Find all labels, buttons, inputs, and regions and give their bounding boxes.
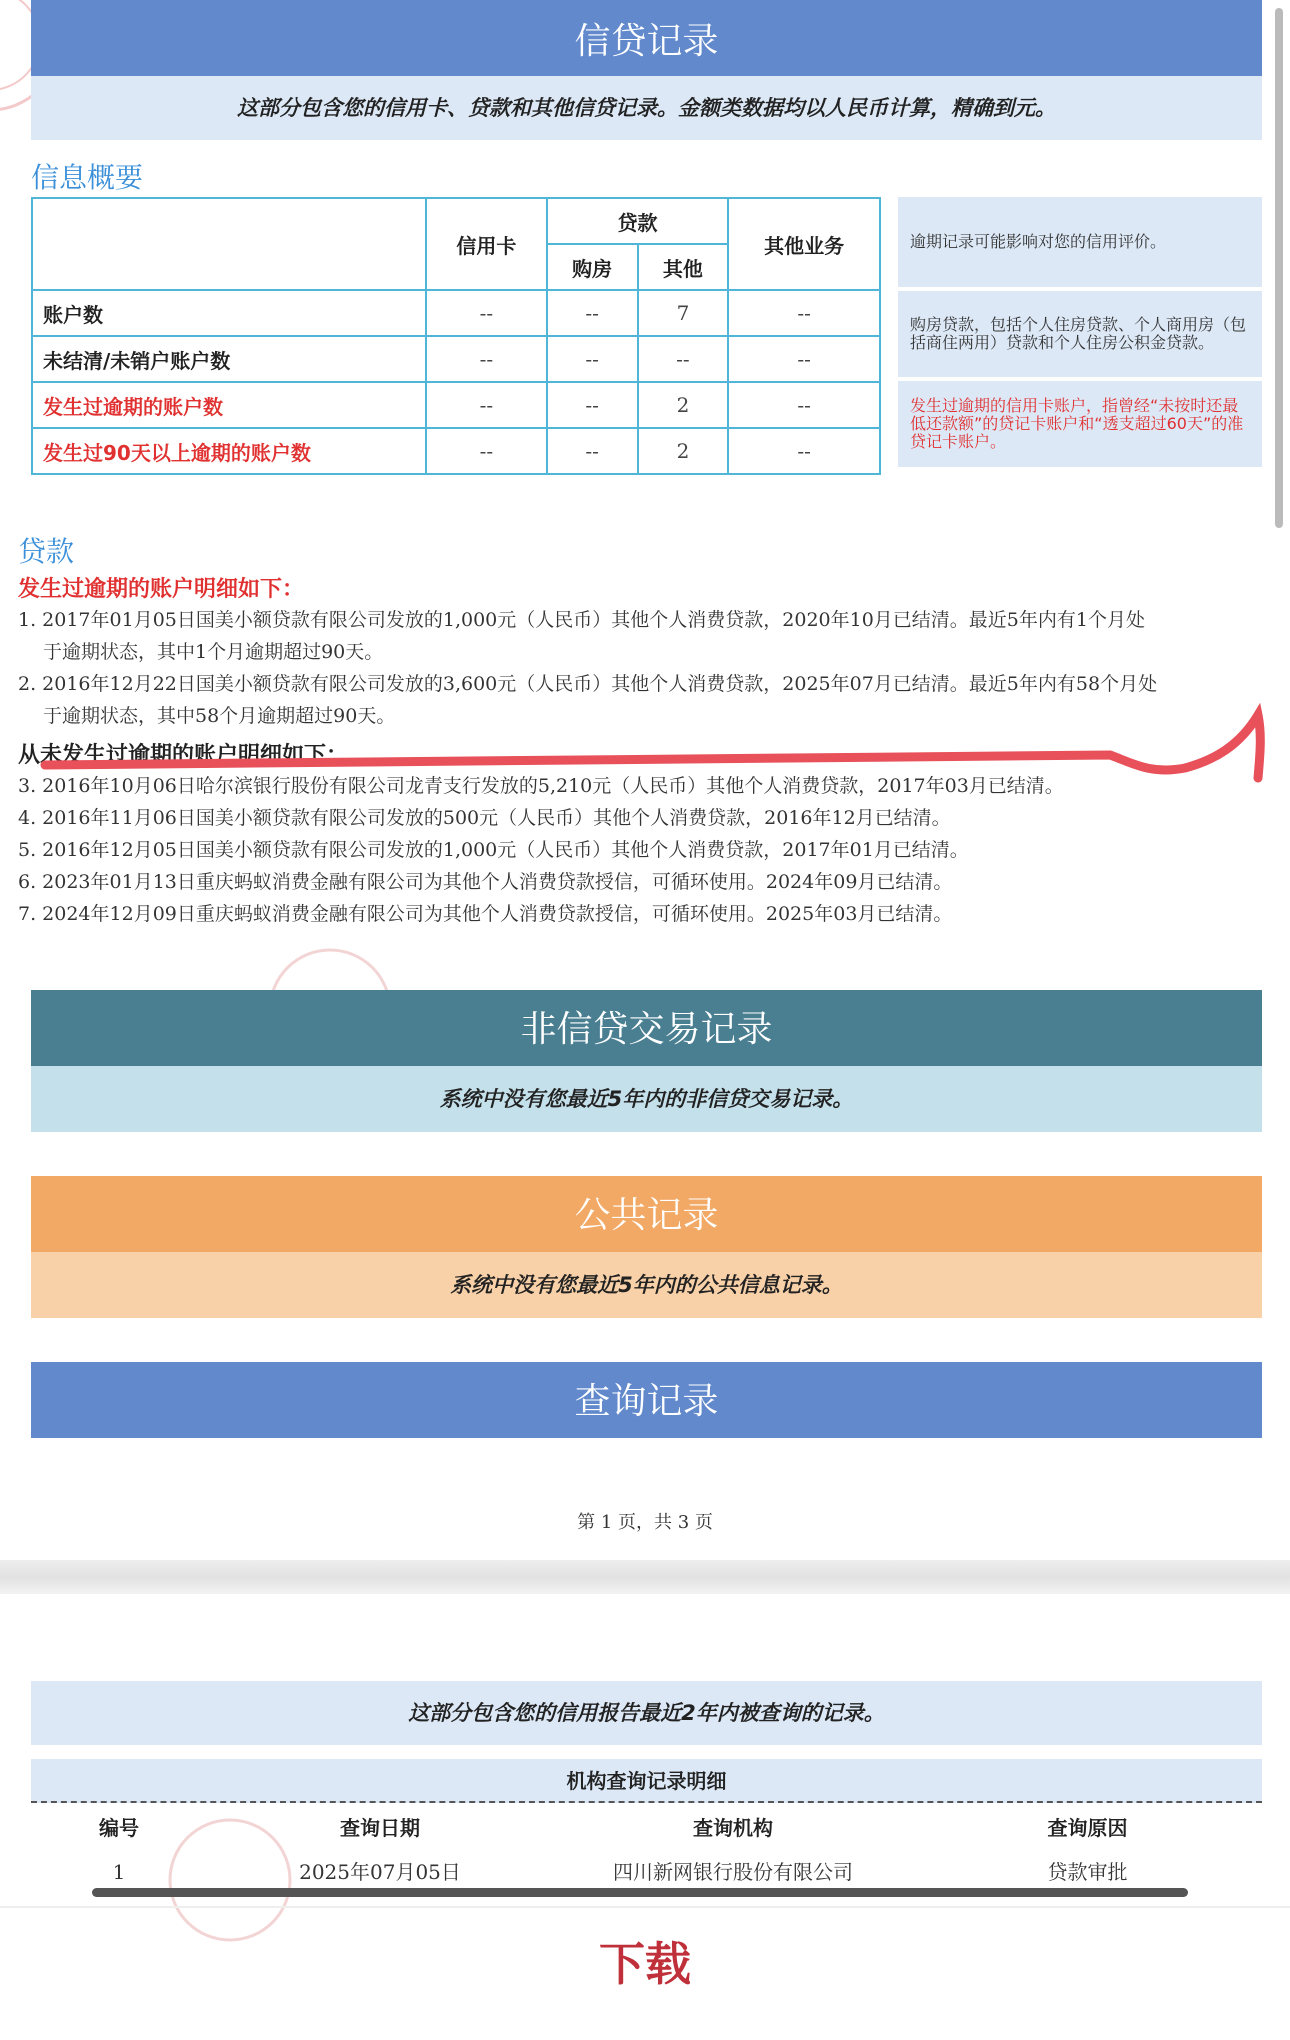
query-table-header (31, 1805, 1262, 1851)
non-credit-description (31, 1066, 1262, 1132)
table-row (32, 382, 880, 428)
normal-list (18, 770, 1268, 930)
table-row (31, 1851, 1262, 1893)
header-number: 编号 (99, 1816, 139, 1840)
credit-section-title: 信贷记录 (574, 21, 719, 62)
cell-value: -- (426, 336, 547, 382)
loans-title: 贷款 (18, 535, 75, 568)
public-records-banner (31, 1176, 1262, 1252)
cell-value: -- (426, 428, 547, 474)
list-item: 5. 2016年12月05日国美小额贷款有限公司发放的1,000元（人民币）其他个人消费贷款，2017年01月已结清。 (18, 839, 969, 861)
cell-value: 2 (638, 382, 729, 428)
list-item: 1. 2017年01月05日国美小额贷款有限公司发放的1,000元（人民币）其他个人消费贷款，2020年10月已结清。最近5年内有1个月处 (18, 609, 1145, 631)
credit-description-text: 这部分包含您的信用卡、贷款和其他信贷记录。金额类数据均以人民币计算，精确到元。 (237, 96, 1056, 120)
query-records-banner (31, 1362, 1262, 1438)
query-table-title (31, 1759, 1262, 1803)
summary-note-credit-card: 发生过逾期的信用卡账户，指曾经“未按时还最低还款额”的贷记卡账户和“透支超过60天”的准贷记卡账户。 (898, 381, 1262, 467)
header-query-institution: 查询机构 (693, 1816, 773, 1840)
credit-section-banner (31, 0, 1262, 76)
overdue-heading: 发生过逾期的账户明细如下： (18, 577, 305, 602)
cell-value: 贷款审批 (1047, 1860, 1128, 1884)
download-button[interactable]: 下载 (599, 1937, 691, 1991)
summary-table (31, 197, 881, 475)
list-item: 7. 2024年12月09日重庆蚂蚁消费金融有限公司为其他个人消费贷款授信，可循环使用。2025年03月已结清。 (18, 903, 953, 925)
cell-value: 1 (112, 1860, 126, 1884)
cell-value: 2025年07月05日 (299, 1860, 461, 1884)
table-row (32, 336, 880, 382)
cell-value: 7 (638, 290, 729, 336)
list-item: 6. 2023年01月13日重庆蚂蚁消费金融有限公司为其他个人消费贷款授信，可循环使用。2024年09月已结清。 (18, 871, 953, 893)
public-records-description (31, 1252, 1262, 1318)
header-housing: 购房 (547, 244, 638, 290)
cell-value: -- (728, 336, 880, 382)
header-other: 其他 (638, 244, 729, 290)
row-label: 账户数 (32, 290, 426, 336)
list-item: 4. 2016年11月06日国美小额贷款有限公司发放的500元（人民币）其他个人消费贷款，2016年12月已结清。 (18, 807, 951, 829)
vertical-scrollbar[interactable] (1275, 8, 1283, 528)
query-description (31, 1681, 1262, 1745)
header-query-date: 查询日期 (340, 1816, 420, 1840)
footer-divider (0, 1906, 1290, 1908)
cell-value: -- (638, 336, 729, 382)
table-row (32, 428, 880, 474)
row-label: 发生过90天以上逾期的账户数 (32, 428, 426, 474)
credit-section-description (31, 76, 1262, 140)
red-annotation-stroke-icon (0, 700, 1290, 790)
query-table (31, 1805, 1262, 1893)
non-credit-description-text: 系统中没有您最近5年内的非信贷交易记录。 (439, 1087, 854, 1111)
list-item: 2. 2016年12月22日国美小额贷款有限公司发放的3,600元（人民币）其他个人消费贷款，2025年07月已结清。最近5年内有58个月处 (18, 673, 1158, 695)
non-credit-banner (31, 990, 1262, 1066)
cell-value: -- (728, 290, 880, 336)
header-credit-card: 信用卡 (426, 198, 547, 290)
summary-header-blank (32, 198, 426, 290)
normal-heading: 从未发生过逾期的账户明细如下： (18, 743, 349, 768)
cell-value: -- (426, 382, 547, 428)
cell-value: -- (728, 428, 880, 474)
cell-value: -- (547, 290, 638, 336)
cell-value: 2 (638, 428, 729, 474)
table-row (32, 290, 880, 336)
row-label: 发生过逾期的账户数 (32, 382, 426, 428)
cell-value: -- (547, 382, 638, 428)
query-records-title: 查询记录 (574, 1381, 719, 1422)
list-item: 于逾期状态，其中58个月逾期超过90天。 (43, 705, 396, 727)
query-description-text: 这部分包含您的信用报告最近2年内被查询的记录。 (408, 1701, 885, 1725)
cell-value: -- (728, 382, 880, 428)
cell-value: 四川新网银行股份有限公司 (613, 1860, 853, 1884)
cell-value: -- (547, 336, 638, 382)
non-credit-title: 非信贷交易记录 (520, 1009, 773, 1050)
cell-value: -- (426, 290, 547, 336)
public-records-description-text: 系统中没有您最近5年内的公共信息记录。 (450, 1273, 843, 1297)
list-item: 于逾期状态，其中1个月逾期超过90天。 (43, 641, 384, 663)
query-table-title-text: 机构查询记录明细 (566, 1769, 727, 1793)
header-loan: 贷款 (547, 198, 729, 244)
horizontal-scrollbar[interactable] (92, 1888, 1188, 1897)
row-label: 未结清/未销户账户数 (32, 336, 426, 382)
page-divider (0, 1560, 1290, 1594)
header-other-business: 其他业务 (728, 198, 880, 290)
summary-note-housing: 购房贷款，包括个人住房贷款、个人商用房（包括商住两用）贷款和个人住房公积金贷款。 (898, 291, 1262, 377)
list-item: 3. 2016年10月06日哈尔滨银行股份有限公司龙青支行发放的5,210元（人民币）其他个人消费贷款，2017年03月已结清。 (18, 775, 1064, 797)
summary-title: 信息概要 (31, 161, 144, 194)
summary-note-overdue: 逾期记录可能影响对您的信用评价。 (898, 197, 1262, 287)
cell-value: -- (547, 428, 638, 474)
public-records-title: 公共记录 (574, 1195, 719, 1236)
header-query-reason: 查询原因 (1047, 1816, 1128, 1840)
page-number: 第 1 页，共 3 页 (577, 1512, 713, 1533)
